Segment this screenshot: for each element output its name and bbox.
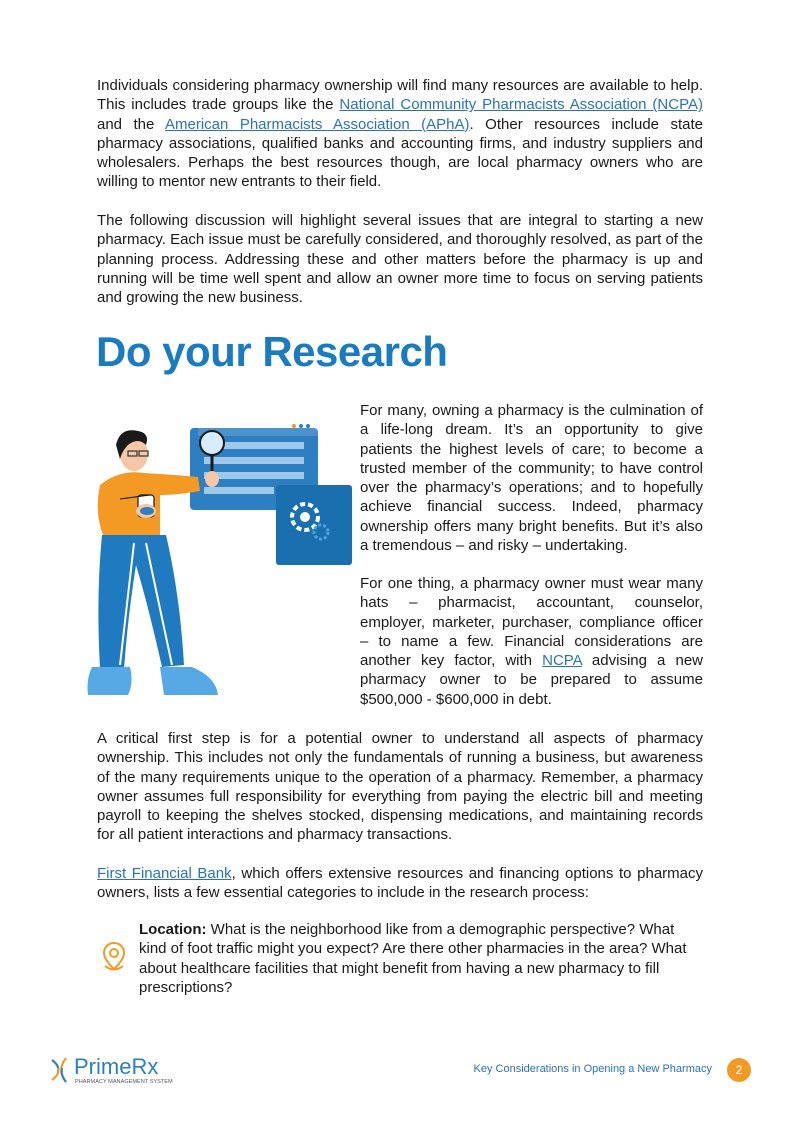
location-pin-icon [100,940,128,974]
ncpa-link[interactable]: National Community Pharmacists Association (NCPA) [339,96,703,114]
logo-tagline: PHARMACY MANAGEMENT SYSTEM [75,1079,173,1085]
intro-paragraph-1: Individuals considering pharmacy ownership will find many resources are available to help. This includes trade groups like the National Community Pharmacists Association (NCPA) and the American Pharmacists Association (APhA). Other resources include state pharmacy associations, qualified banks and accounting firms, and industry suppliers and wholesalers. Perhaps the best resources though, are local pharmacy owners who are willing to mentor new entrants to their field. [97,77,704,191]
first-financial-bank-link[interactable]: First Financial Bank [97,865,232,882]
research-illustration [80,415,360,705]
section-heading: Do your Research [96,328,448,375]
location-item: Location: What is the neighborhood like from a demographic perspective? What kind of foot traffic might you expect? Are there other pharmacies in the area? What about healthcare facilities that might benefit from having a new pharmacy to fill prescriptions? [139,921,687,996]
location-label: Location: [139,921,207,938]
research-paragraph-3: A critical first step is for a potential owner to understand all aspects of pharmacy ownership. This includes not only the fundamentals of running a business, but awareness of the many requirements unique to the operation of a pharmacy. Remember, a pharmacy owner assumes full responsibility for everything from paying the electric bill and meeting payroll to keeping the shelves stocked, dispensing medications, and maintaining records for all patient interactions and pharmacy transactions. [97,730,703,844]
research-paragraph-4: First Financial Bank, which offers extensive resources and financing options to pharmacy owners, lists a few essential categories to include in the research process: [97,865,703,902]
primerx-logo [48,1052,198,1086]
page-number-badge: 2 [727,1058,751,1082]
research-paragraph-1: For many, owning a pharmacy is the culmination of a life-long dream. It’s an opportunity to give patients the highest levels of care; to become a trusted member of the community; to have control over the pharmacy’s operations; and to hopefully achieve financial success. Indeed, pharmacy ownership offers many bright benefits. But it’s also a tremendous – and risky – undertaking. [360,402,703,555]
apha-link[interactable]: American Pharmacists Association (APhA) [165,115,470,133]
footer-document-title: Key Considerations in Opening a New Pharmacy [473,1063,712,1075]
intro-paragraph-2: The following discussion will highlight several issues that are integral to starting a new pharmacy. Each issue must be carefully considered, and thoroughly resolved, as part of the planning process. Addressing these and other matters before the pharmacy is up and running will be time well spent and allow an owner more time to focus on serving patients and growing the new business. [97,212,703,307]
logo-wordmark: PrimeRx [74,1054,159,1079]
research-paragraph-2: For one thing, a pharmacy owner must wear many hats – pharmacist, accountant, counselor, employer, marketer, purchaser, compliance officer – to name a few. Financial considerations are another key factor, with NCPA advising a new pharmacy owner to be prepared to assume $500,000 - $600,000 in debt. [360,575,703,708]
ncpa-inline-link[interactable]: NCPA [542,652,582,670]
